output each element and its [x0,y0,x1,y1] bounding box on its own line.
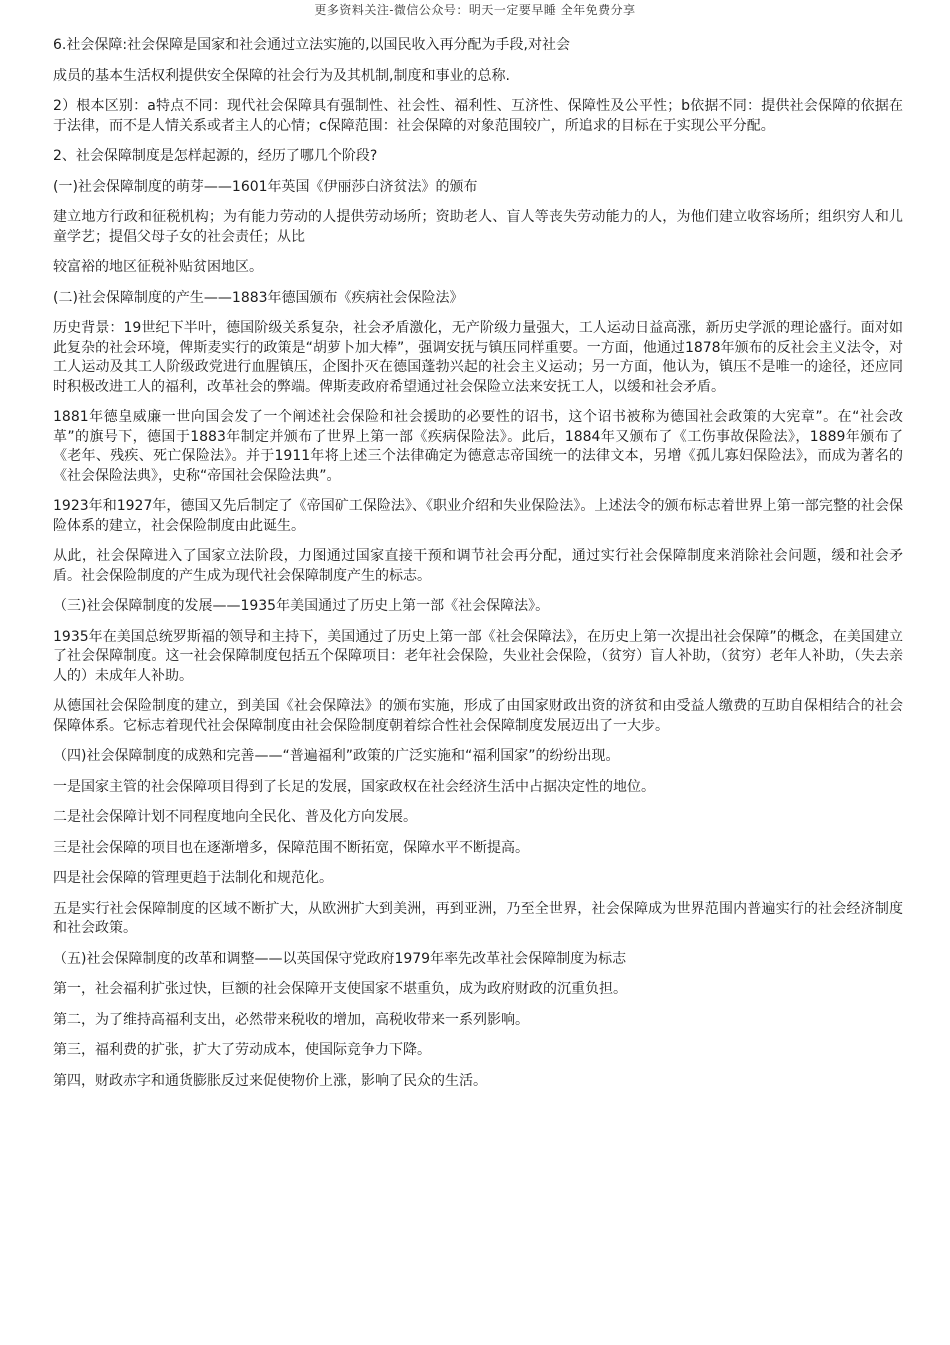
paragraph: 较富裕的地区征税补贴贫困地区。 [53,259,263,275]
paragraph: 一是国家主管的社会保障项目得到了长足的发展，国家政权在社会经济生活中占据决定性的地位。 [53,778,655,795]
paragraph: 成员的基本生活权利提供安全保障的社会行为及其机制,制度和事业的总称. [53,67,510,84]
paragraph: 第二，为了维持高福利支出，必然带来税收的增加，高税收带来一系列影响。 [53,1011,529,1028]
section-heading: (一)社会保障制度的萌芽——1601年英国《伊丽莎白济贫法》的颁布 [53,178,478,195]
paragraph: 6.社会保障:社会保障是国家和社会通过立法实施的,以国民收入再分配为手段,对社会 [53,37,570,53]
section-heading: （五)社会保障制度的改革和调整——以英国保守党政府1979年率先改革社会保障制度为标志 [53,950,627,967]
paragraph: 二是社会保障计划不同程度地向全民化、普及化方向发展。 [53,809,417,825]
paragraph: 第一，社会福利扩张过快，巨额的社会保障开支使国家不堪重负，成为政府财政的沉重负担。 [53,981,627,997]
paragraph: 从德国社会保险制度的建立，到美国《社会保障法》的颁布实施，形成了由国家财政出资的济贫和由受益人缴费的互助自保相结合的社会保障体系。它标志着现代社会保障制度由社会保险制度朝着综合性社会保障制度发展迈出了一大步。 [53,698,903,734]
paragraph: 三是社会保障的项目也在逐渐增多，保障范围不断拓宽，保障水平不断提高。 [53,839,529,856]
paragraph: 1923年和1927年，德国又先后制定了《帝国矿工保险法》、《职业介绍和失业保险法》。上述法令的颁布标志着世界上第一部完整的社会保险体系的建立，社会保险制度由此诞生。 [53,498,903,534]
document-body [53,36,903,1102]
paragraph: 建立地方行政和征税机构；为有能力劳动的人提供劳动场所；资助老人、盲人等丧失劳动能力的人，为他们建立收容场所；组织穷人和儿童学艺；提倡父母子女的社会责任；从比 [53,209,903,245]
section-heading: (二)社会保障制度的产生——1883年德国颁布《疾病社会保险法》 [53,289,464,306]
page-header: 更多资料关注-微信公众号：明天一定要早睡 全年免费分享 [314,3,636,17]
question-heading: 2、社会保障制度是怎样起源的，经历了哪几个阶段? [53,148,378,164]
paragraph: 1881年德皇威廉一世向国会发了一个阐述社会保险和社会援助的必要性的诏书，这个诏书被称为德国社会政策的大宪章”。在“社会改革”的旗号下，德国于1883年制定并颁布了世界上第一部《疾病保险法》。此后，1884年又颁布了《工伤事故保险法》，1889年颁布了《老年、残疾、死亡保险法》。并于1911年将上述三个法律确定为德意志帝国统一的法律文本，另增《孤儿寡妇保险法》，而成为著名的《社会保险法典》，史称“帝国社会保险法典”。 [53,409,903,484]
paragraph: 1935年在美国总统罗斯福的领导和主持下，美国通过了历史上第一部《社会保障法》，在历史上第一次提出社会保障”的概念，在美国建立了社会保障制度。这一社会保障制度包括五个保障项目：老年社会保险，失业社会保险，（贫穷）盲人补助，（贫穷）老年人补助，（失去亲人的）未成年人补助。 [53,628,903,684]
section-heading: （四)社会保障制度的成熟和完善——“普遍福利”政策的广泛实施和“福利国家”的纷纷出现。 [53,748,620,764]
paragraph: 从此，社会保障进入了国家立法阶段，力图通过国家直接干预和调节社会再分配，通过实行社会保障制度来消除社会问题，缓和社会矛盾。社会保险制度的产生成为现代社会保障制度产生的标志。 [53,548,903,584]
paragraph: 第四，财政赤字和通货膨胀反过来促使物价上涨，影响了民众的生活。 [53,1072,487,1089]
paragraph: 2）根本区别：a特点不同：现代社会保障具有强制性、社会性、福利性、互济性、保障性及公平性；b依据不同：提供社会保障的依据在于法律，而不是人情关系或者主人的心情；c保障范围：社会保障的对象范围较广，所追求的目标在于实现公平分配。 [53,98,903,134]
paragraph: 五是实行社会保障制度的区域不断扩大，从欧洲扩大到美洲，再到亚洲，乃至全世界，社会保障成为世界范围内普遍实行的社会经济制度和社会政策。 [53,900,903,936]
paragraph: 第三，福利费的扩张，扩大了劳动成本，使国际竞争力下降。 [53,1042,431,1058]
paragraph: 历史背景：19世纪下半叶，德国阶级关系复杂，社会矛盾激化，无产阶级力量强大，工人运动日益高涨，新历史学派的理论盛行。面对如此复杂的社会环境，俾斯麦实行的政策是“胡萝卜加大棒”，强调安抚与镇压同样重要。一方面，他通过1878年颁布的反社会主义法令，对工人运动及其工人阶级政党进行血腥镇压，企图扑灭在德国蓬勃兴起的社会主义运动；另一方面，他认为，镇压不是唯一的途径，还应同时积极改进工人的福利，改革社会的弊端。俾斯麦政府希望通过社会保险立法来安抚工人，以缓和社会矛盾。 [53,320,903,395]
section-heading: （三)社会保障制度的发展——1935年美国通过了历史上第一部《社会保障法》。 [53,598,550,614]
paragraph: 四是社会保障的管理更趋于法制化和规范化。 [53,870,333,886]
